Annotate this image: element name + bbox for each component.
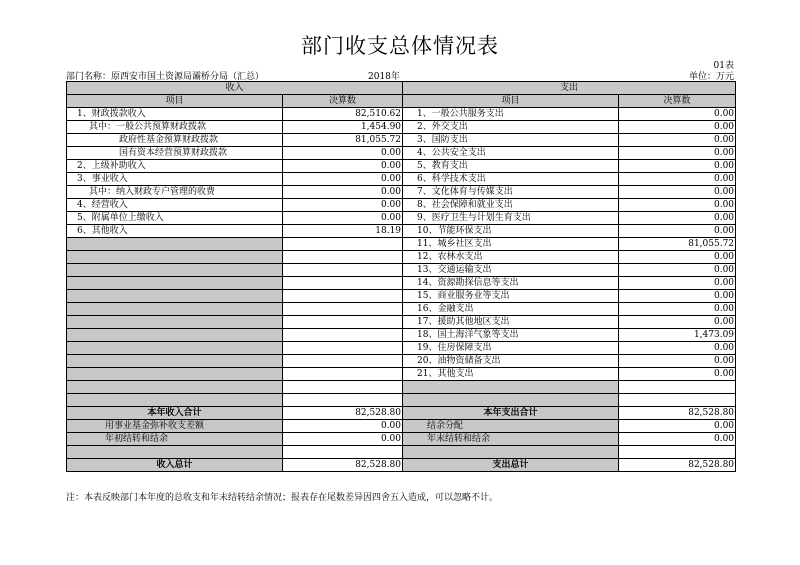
end-balance-label: 年末结转和结余 — [403, 433, 619, 446]
income-empty-value — [283, 277, 403, 290]
table-row — [67, 368, 736, 381]
income-item-value: 0.00 — [283, 160, 403, 173]
expense-item-value: 0.00 — [619, 277, 736, 290]
fund-make-up-label: 用事业基金弥补收支差额 — [67, 420, 283, 433]
table-row — [67, 134, 736, 147]
expense-item-label: 5、教育支出 — [403, 160, 619, 173]
report-meta — [66, 69, 734, 81]
table-row — [67, 251, 736, 264]
expense-item-value: 81,055.72 — [619, 238, 736, 251]
year-income-total-label: 本年收入合计 — [67, 407, 283, 420]
income-item-label: 其中：一般公共预算财政拨款 — [67, 121, 283, 134]
expense-item-label: 8、社会保障和就业支出 — [403, 199, 619, 212]
income-item-value: 0.00 — [283, 199, 403, 212]
income-empty-value — [283, 303, 403, 316]
income-empty-cell — [67, 264, 283, 277]
spacer-cell — [283, 446, 403, 459]
surplus-dist-value: 0.00 — [619, 420, 736, 433]
expense-item-label: 1、一般公共服务支出 — [403, 108, 619, 121]
income-total-value: 82,528.80 — [283, 459, 403, 472]
expense-item-label: 14、资源勘探信息等支出 — [403, 277, 619, 290]
table-row — [67, 381, 736, 394]
table-row — [67, 394, 736, 407]
expense-item-value: 0.00 — [619, 186, 736, 199]
income-empty-cell — [67, 342, 283, 355]
income-empty-cell — [67, 368, 283, 381]
table-row — [67, 225, 736, 238]
summary-table — [66, 81, 736, 472]
expense-item-label: 21、其他支出 — [403, 368, 619, 381]
expense-item-value: 0.00 — [619, 251, 736, 264]
income-empty-cell — [67, 290, 283, 303]
year-expense-total-value: 82,528.80 — [619, 407, 736, 420]
expense-amount-header: 决算数 — [619, 95, 736, 108]
expense-item-value: 0.00 — [619, 342, 736, 355]
form-number: 01表 — [713, 61, 734, 71]
income-item-label: 5、附属单位上缴收入 — [67, 212, 283, 225]
year-total-row — [67, 407, 736, 420]
table-row — [67, 121, 736, 134]
income-section-header: 收入 — [67, 82, 403, 95]
income-item-label: 1、财政拨款收入 — [67, 108, 283, 121]
expense-item-label: 19、住房保障支出 — [403, 342, 619, 355]
expense-empty-value — [619, 394, 736, 407]
expense-item-value: 0.00 — [619, 121, 736, 134]
expense-item-value: 0.00 — [619, 160, 736, 173]
expense-empty-cell — [403, 381, 619, 394]
expense-item-value: 0.00 — [619, 303, 736, 316]
income-item-value: 18.19 — [283, 225, 403, 238]
table-row — [67, 186, 736, 199]
surplus-dist-label: 结余分配 — [403, 420, 619, 433]
expense-item-label: 18、国土海洋气象等支出 — [403, 329, 619, 342]
income-item-value: 82,510.62 — [283, 108, 403, 121]
expense-item-label: 15、商业服务业等支出 — [403, 290, 619, 303]
expense-item-label: 16、金融支出 — [403, 303, 619, 316]
expense-item-value: 0.00 — [619, 108, 736, 121]
footnote: 注：本表反映部门本年度的总收支和年末结转结余情况；报表存在尾数差异因四舍五入造成，可以忽略不计。 — [66, 493, 499, 503]
income-item-label: 3、事业收入 — [67, 173, 283, 186]
income-item-label: 国有资本经营预算财政拨款 — [67, 147, 283, 160]
expense-item-value: 0.00 — [619, 225, 736, 238]
column-header-row — [67, 95, 736, 108]
income-empty-value — [283, 394, 403, 407]
expense-item-value: 0.00 — [619, 199, 736, 212]
fund-make-up-value: 0.00 — [283, 420, 403, 433]
page-title: 部门收支总体情况表 — [301, 34, 499, 58]
report-year: 2018年 — [368, 72, 400, 82]
expense-item-label: 4、公共安全支出 — [403, 147, 619, 160]
spacer-cell — [403, 446, 619, 459]
income-empty-value — [283, 264, 403, 277]
begin-balance-value: 0.00 — [283, 433, 403, 446]
income-empty-cell — [67, 251, 283, 264]
expense-item-value: 1,473.09 — [619, 329, 736, 342]
income-empty-value — [283, 381, 403, 394]
grand-total-row — [67, 459, 736, 472]
department-name: 部门名称：原西安市国土资源局灞桥分局（汇总） — [66, 72, 265, 82]
expense-empty-value — [619, 381, 736, 394]
income-total-label: 收入总计 — [67, 459, 283, 472]
income-empty-value — [283, 290, 403, 303]
table-row — [67, 277, 736, 290]
income-empty-cell — [67, 329, 283, 342]
table-row — [67, 212, 736, 225]
year-income-total-value: 82,528.80 — [283, 407, 403, 420]
income-item-header: 项目 — [67, 95, 283, 108]
income-empty-value — [283, 368, 403, 381]
expense-total-value: 82,528.80 — [619, 459, 736, 472]
year-expense-total-label: 本年支出合计 — [403, 407, 619, 420]
income-empty-cell — [67, 355, 283, 368]
income-empty-value — [283, 316, 403, 329]
table-row — [67, 303, 736, 316]
spacer-cell — [67, 446, 283, 459]
income-amount-header: 决算数 — [283, 95, 403, 108]
income-empty-value — [283, 342, 403, 355]
expense-item-label: 17、援助其他地区支出 — [403, 316, 619, 329]
spacer-row — [67, 446, 736, 459]
expense-total-label: 支出总计 — [403, 459, 619, 472]
table-row — [67, 316, 736, 329]
expense-item-label: 2、外交支出 — [403, 121, 619, 134]
income-empty-value — [283, 238, 403, 251]
expense-item-value: 0.00 — [619, 212, 736, 225]
expense-item-label: 12、农林水支出 — [403, 251, 619, 264]
summary-table-body — [67, 82, 736, 472]
income-item-label: 6、其他收入 — [67, 225, 283, 238]
income-empty-value — [283, 251, 403, 264]
table-row — [67, 290, 736, 303]
income-item-value: 0.00 — [283, 186, 403, 199]
expense-item-label: 20、油物资储备支出 — [403, 355, 619, 368]
expense-item-value: 0.00 — [619, 316, 736, 329]
income-item-label: 政府性基金预算财政拨款 — [67, 134, 283, 147]
table-row — [67, 329, 736, 342]
adjustment-row — [67, 420, 736, 433]
income-empty-cell — [67, 277, 283, 290]
income-item-label: 2、上级补助收入 — [67, 160, 283, 173]
expense-item-value: 0.00 — [619, 147, 736, 160]
expense-item-label: 11、城乡社区支出 — [403, 238, 619, 251]
income-empty-cell — [67, 238, 283, 251]
income-item-value: 81,055.72 — [283, 134, 403, 147]
income-item-label: 4、经营收入 — [67, 199, 283, 212]
expense-item-label: 3、国防支出 — [403, 134, 619, 147]
expense-item-value: 0.00 — [619, 355, 736, 368]
table-row — [67, 147, 736, 160]
income-empty-cell — [67, 381, 283, 394]
expense-item-label: 6、科学技术支出 — [403, 173, 619, 186]
expense-item-value: 0.00 — [619, 173, 736, 186]
table-row — [67, 238, 736, 251]
balance-row — [67, 433, 736, 446]
begin-balance-label: 年初结转和结余 — [67, 433, 283, 446]
income-item-label: 其中：纳入财政专户管理的收费 — [67, 186, 283, 199]
income-empty-value — [283, 329, 403, 342]
table-row — [67, 355, 736, 368]
expense-item-value: 0.00 — [619, 368, 736, 381]
expense-item-header: 项目 — [403, 95, 619, 108]
expense-item-value: 0.00 — [619, 264, 736, 277]
spacer-cell — [619, 446, 736, 459]
expense-item-label: 13、交通运输支出 — [403, 264, 619, 277]
income-item-value: 0.00 — [283, 173, 403, 186]
expense-item-value: 0.00 — [619, 290, 736, 303]
expense-empty-cell — [403, 394, 619, 407]
income-empty-cell — [67, 394, 283, 407]
unit-label: 单位：万元 — [688, 72, 734, 82]
expense-item-label: 7、文化体育与传媒支出 — [403, 186, 619, 199]
expense-item-label: 9、医疗卫生与计划生育支出 — [403, 212, 619, 225]
income-item-value: 0.00 — [283, 212, 403, 225]
income-empty-cell — [67, 303, 283, 316]
end-balance-value: 0.00 — [619, 433, 736, 446]
table-row — [67, 342, 736, 355]
expense-item-label: 10、节能环保支出 — [403, 225, 619, 238]
table-row — [67, 108, 736, 121]
expense-item-value: 0.00 — [619, 134, 736, 147]
table-row — [67, 199, 736, 212]
income-item-value: 1,454.90 — [283, 121, 403, 134]
table-row — [67, 160, 736, 173]
income-item-value: 0.00 — [283, 147, 403, 160]
section-header-row — [67, 82, 736, 95]
expense-section-header: 支出 — [403, 82, 736, 95]
income-empty-cell — [67, 316, 283, 329]
table-row — [67, 173, 736, 186]
income-empty-value — [283, 355, 403, 368]
table-row — [67, 264, 736, 277]
